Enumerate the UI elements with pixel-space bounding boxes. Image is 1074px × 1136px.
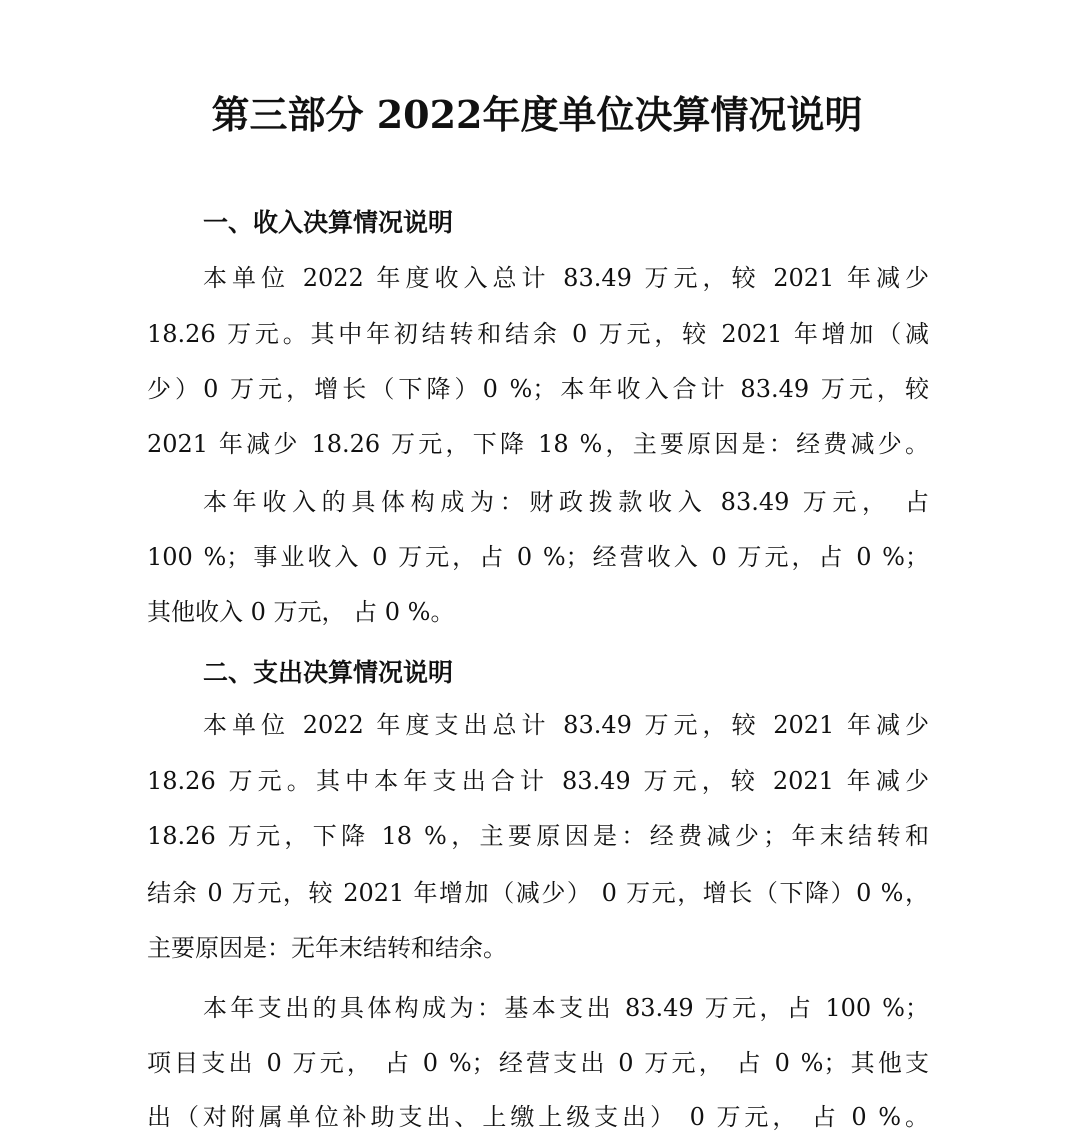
paragraph-line: 本单位 2022 年度收入总计 83.49 万元，较 2021 年减少 — [203, 264, 929, 292]
paragraph-line: 少）0 万元，增长（下降）0 %；本年收入合计 83.49 万元，较 — [147, 375, 929, 403]
paragraph-line: 项目支出 0 万元， 占 0 %；经营支出 0 万元， 占 0 %；其他支 — [147, 1049, 929, 1077]
section-heading-income: 一、收入决算情况说明 — [203, 208, 454, 237]
paragraph-line: 2021 年减少 18.26 万元，下降 18 %，主要原因是：经费减少。 — [147, 430, 929, 458]
paragraph-line: 主要原因是：无年末结转和结余。 — [147, 934, 507, 962]
page-title: 第三部分 2022年度单位决算情况说明 — [211, 92, 863, 137]
paragraph-line: 18.26 万元，下降 18 %，主要原因是：经费减少；年末结转和 — [147, 822, 929, 850]
paragraph-line: 出（对附属单位补助支出、上缴上级支出） 0 万元， 占 0 %。 — [147, 1103, 929, 1131]
paragraph-line: 本年支出的具体构成为：基本支出 83.49 万元，占 100 %； — [203, 994, 929, 1022]
paragraph-line: 本年收入的具体构成为：财政拨款收入 83.49 万元， 占 — [203, 488, 929, 516]
paragraph-line: 本单位 2022 年度支出总计 83.49 万元，较 2021 年减少 — [203, 711, 929, 739]
paragraph-line: 18.26 万元。其中年初结转和结余 0 万元，较 2021 年增加（减 — [147, 320, 929, 348]
paragraph-line: 100 %；事业收入 0 万元，占 0 %；经营收入 0 万元，占 0 %； — [147, 543, 929, 571]
paragraph-line: 其他收入 0 万元， 占 0 %。 — [147, 598, 455, 626]
paragraph-line: 结余 0 万元，较 2021 年增加（减少） 0 万元，增长（下降）0 %， — [147, 879, 929, 907]
paragraph-line: 18.26 万元。其中本年支出合计 83.49 万元，较 2021 年减少 — [147, 767, 929, 795]
section-heading-expenditure: 二、支出决算情况说明 — [203, 658, 454, 687]
